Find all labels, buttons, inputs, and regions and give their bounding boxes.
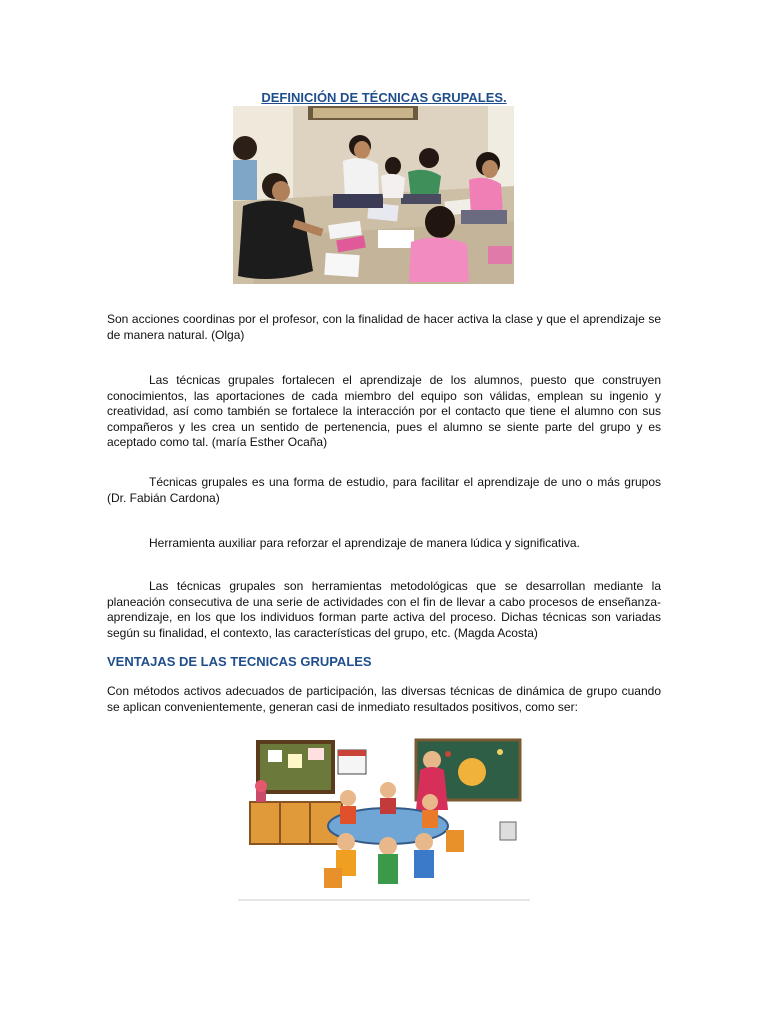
ventajas-paragraph: Con métodos activos adecuados de participación, las diversas técnicas de dinámica de grupo cuando se aplican convenientemente, generan casi de inmediato resultados positivos, como ser: <box>107 684 661 714</box>
definition-paragraph-2: Las técnicas grupales fortalecen el aprendizaje de los alumnos, puesto que construyen conocimientos, las aportaciones de cada miembro del equipo son válidas, emplean su ingenio y creatividad, así como también se fortalece la interacción por el contacto que tiene el alumno con sus compañeros y les crea un sentido de pertenencia, pues el alumno se siente parte del grupo y es aceptado como tal. (maría Esther Ocaña) <box>107 373 661 449</box>
definition-paragraph-5: Las técnicas grupales son herramientas metodológicas que se desarrollan mediante la planeación consecutiva de una serie de actividades con el fin de llevar a cabo procesos de enseñanza-aprendizaje, en los que los individuos forman parte activa del proceso. Dichas técnicas son variadas según su finalidad, el contexto, las características del grupo, etc. (Magda Acosta) <box>107 579 661 640</box>
section-heading-ventajas: VENTAJAS DE LAS TECNICAS GRUPALES <box>107 654 372 669</box>
definition-paragraph-3: Técnicas grupales es una forma de estudio, para facilitar el aprendizaje de uno o más grupos (Dr. Fabián Cardona) <box>107 475 661 505</box>
students-group-photo <box>233 106 514 284</box>
definition-paragraph-4: Herramienta auxiliar para reforzar el aprendizaje de manera lúdica y significativa. <box>149 536 580 550</box>
classroom-illustration <box>238 730 530 907</box>
page-title: DEFINICIÓN DE TÉCNICAS GRUPALES. <box>261 90 507 105</box>
definition-paragraph-1: Son acciones coordinas por el profesor, con la finalidad de hacer activa la clase y que el aprendizaje se de manera natural. (Olga) <box>107 312 661 342</box>
